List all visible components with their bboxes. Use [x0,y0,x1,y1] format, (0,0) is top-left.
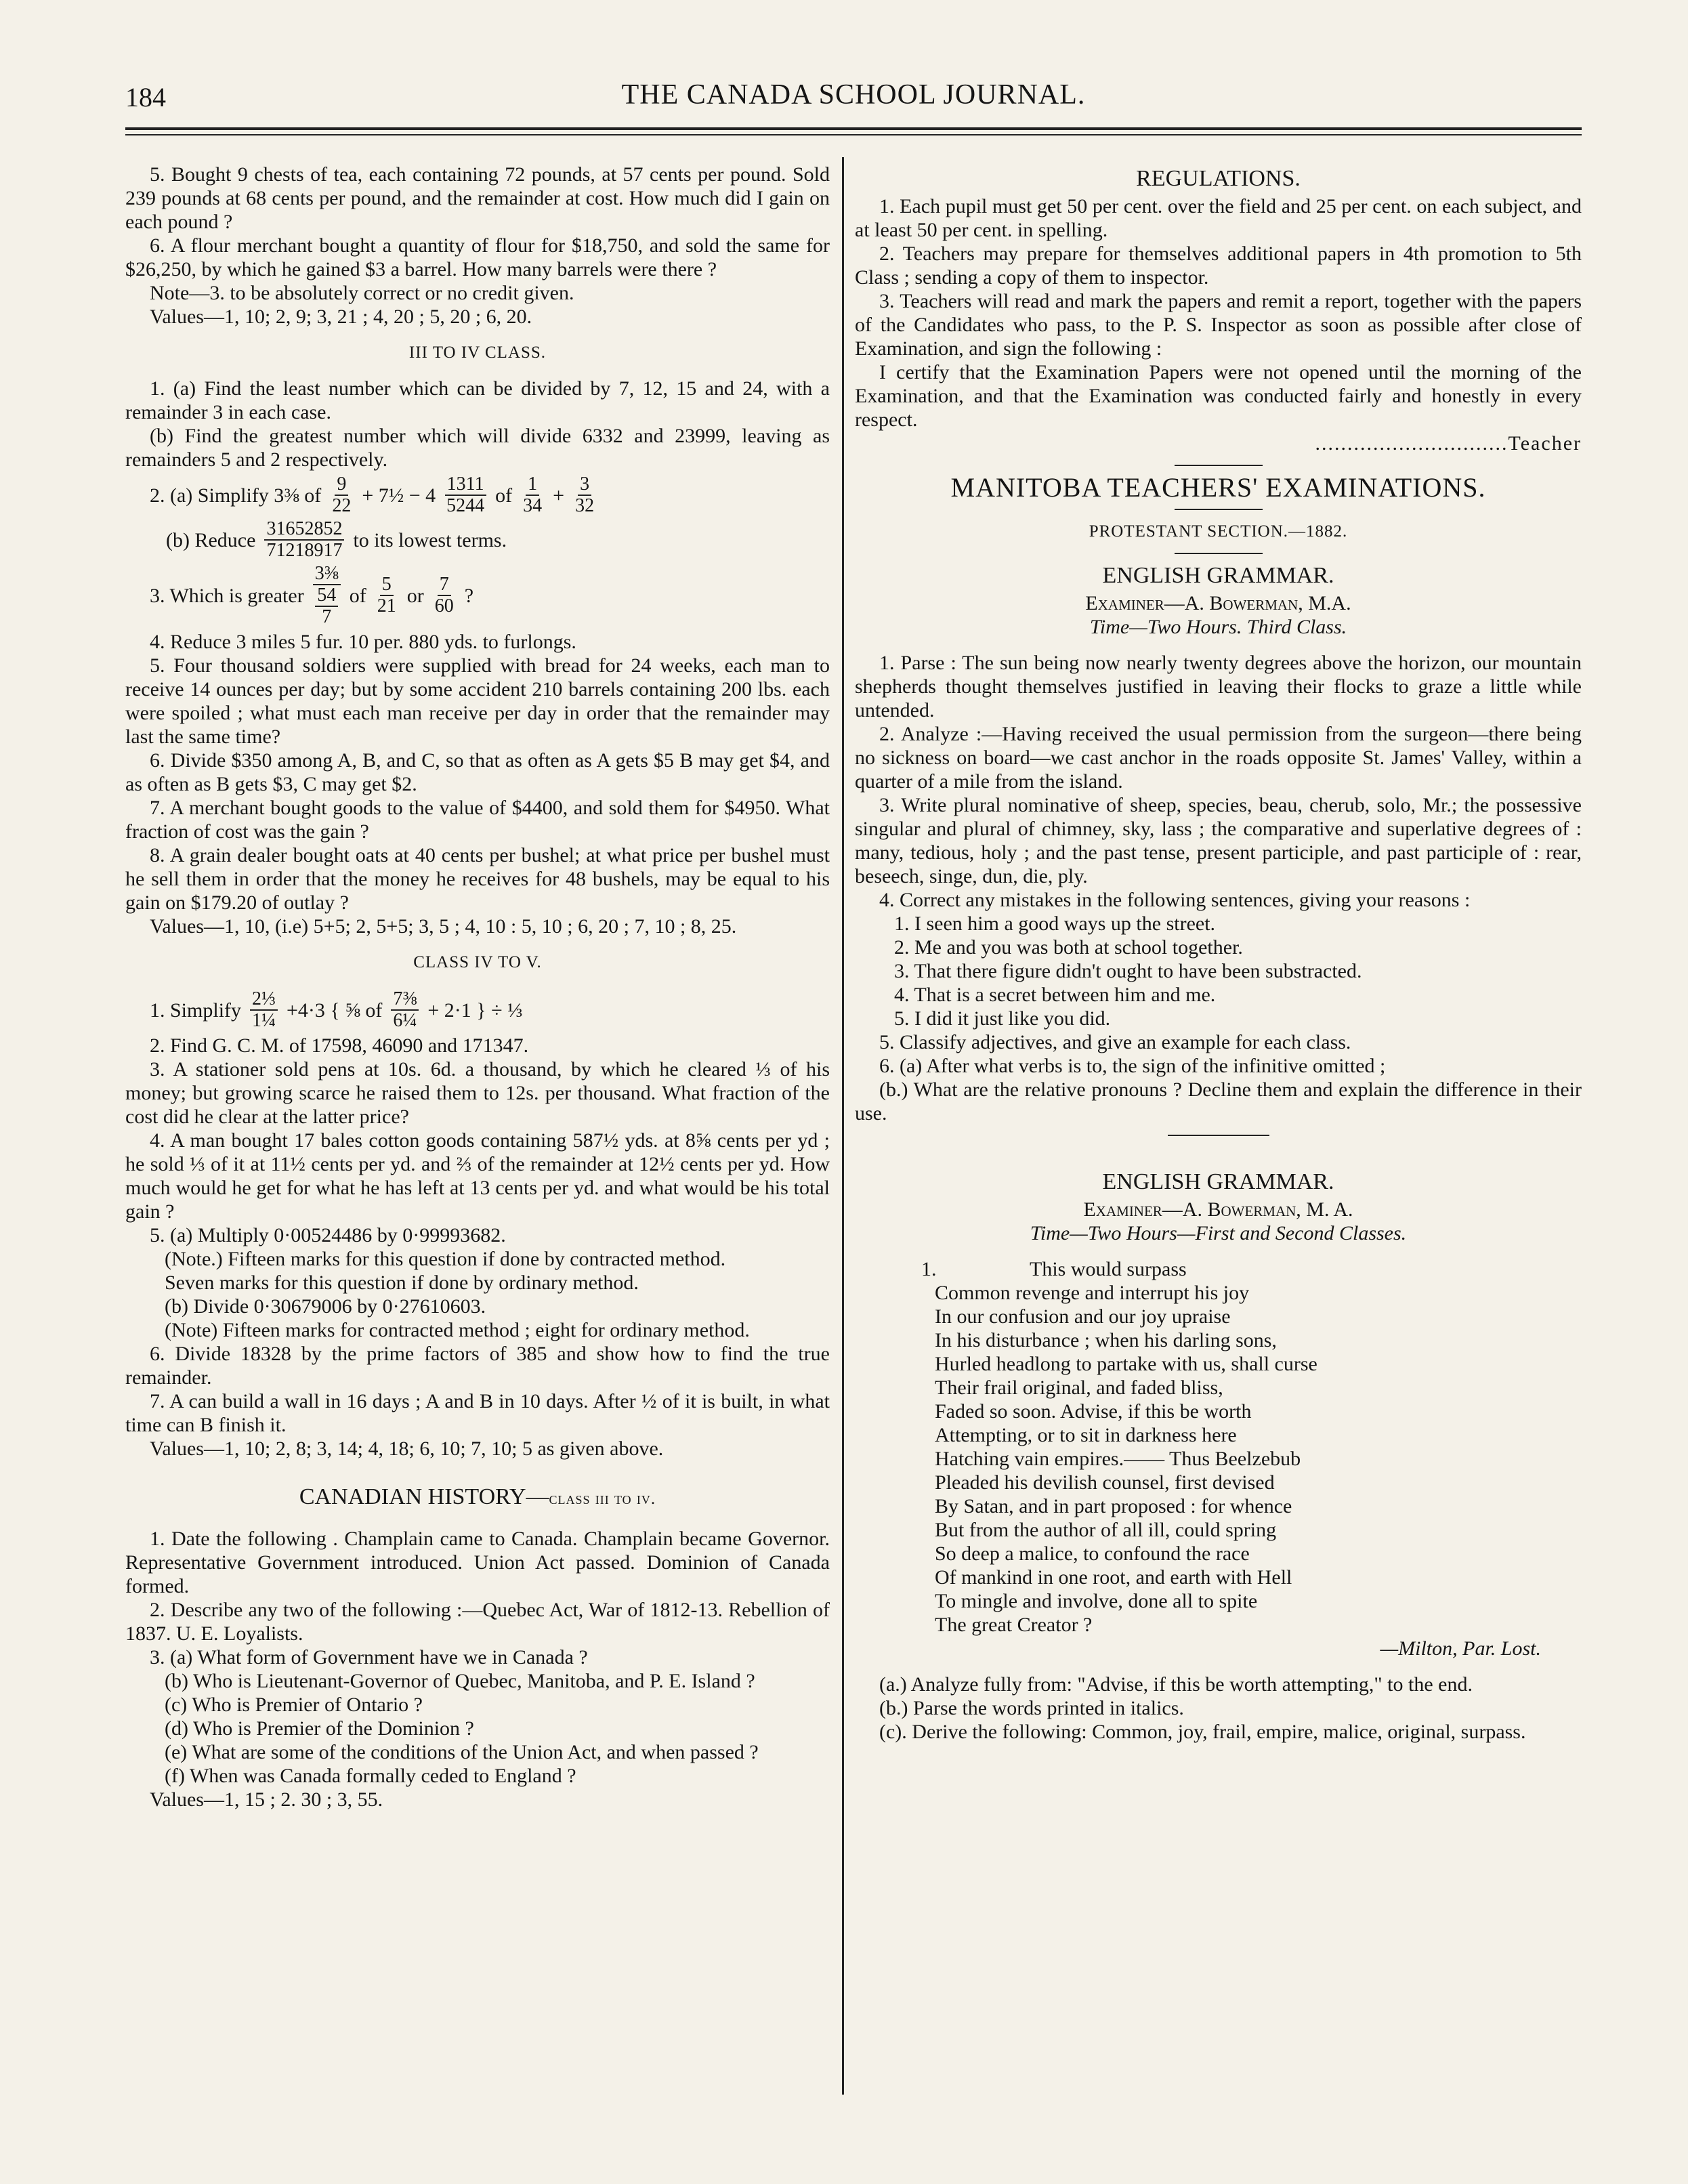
question: 3. Write plural nominative of sheep, species, beau, cherub, solo, Mr.; the possessive singular and plural of chimney, sky, lass ; the comparative and superlative degrees of : many, tedious, holy ; and the past tense, present participle, and past participle of : rear, beseech, singe, dun, die, ply. [855,794,1582,887]
question: (f) When was Canada formally ceded to England ? [165,1765,576,1787]
values: Values—1, 10; 2, 8; 3, 14; 4, 18; 6, 10; 7, 10; 5 as given above. [150,1437,664,1460]
poem-excerpt [855,1257,1582,1637]
subheading: PROTESTANT SECTION.—1882. [1089,522,1348,541]
poem-line: Faded so soon. Advise, if this be worth [935,1400,1252,1423]
question: 6. Divide 18328 by the prime factors of 385 and show how to find the true remainder. [125,1343,830,1389]
question: 7. A merchant bought goods to the value of $4400, and sold them for $4950. What fraction of cost was the gain ? [125,797,830,843]
poem-line: This would surpass [1030,1258,1187,1280]
header-rule-thin [125,134,1582,135]
fraction: $\frac{1311}{5244}$ [444,474,486,516]
question: 5. Classify adjectives, and give an example for each class. [879,1031,1351,1053]
question: (b) Divide 0·30679006 by 0·27610603. [165,1295,486,1318]
poem-number: 1. [921,1258,937,1280]
question: (d) Who is Premier of the Dominion ? [165,1717,474,1740]
sentence: 3. That there figure didn't ought to have been substracted. [894,960,1362,982]
question: 5. (a) Multiply 0·00524486 by 0·99993682. [150,1224,506,1246]
poem-line: The great Creator ? [935,1614,1093,1636]
question: 6. Divide $350 among A, B, and C, so that as often as A gets $5 B may get $4, and as often as B gets $3, C may get $2. [125,749,830,795]
values: Values—1, 10; 2, 9; 3, 21 ; 4, 20 ; 5, 20 ; 6, 20. [150,306,532,328]
certificate: I certify that the Examination Papers were not opened until the morning of the Examination, and that the Examination was conducted fairly and honestly in every respect. [855,361,1582,431]
teacher-signature-line: ..............................Teacher [1315,432,1582,455]
question: 3. (a) What form of Government have we in Canada ? [150,1646,588,1668]
section-heading: ENGLISH GRAMMAR. [1102,563,1334,588]
left-column [125,163,830,1811]
fraction: $\frac{3}{32}$ [575,474,595,516]
question: 1. Date the following . Champlain came to Canada. Champlain became Governor. Representative Government introduced. Union Act passed. Dominion of Canada formed. [125,1528,830,1597]
question: 4. Correct any mistakes in the following sentences, giving your reasons : [879,889,1471,911]
fraction: 3⅜ 54 7 [313,564,341,627]
values: Values—1, 15 ; 2. 30 ; 3, 55. [150,1788,383,1811]
question: (b.) What are the relative pronouns ? Decline them and explain the difference in their use. [855,1078,1582,1125]
separator [1175,509,1263,510]
poem-source: —Milton, Par. Lost. [1380,1637,1541,1660]
exam-time: Time—Two Hours—First and Second Classes. [1030,1222,1407,1244]
question: 2. Find G. C. M. of 17598, 46090 and 171347. [150,1034,529,1057]
page-header [125,75,1582,123]
column-divider [842,157,844,2095]
class-heading: III TO IV CLASS. [408,343,547,362]
exam-time: Time—Two Hours. Third Class. [1089,616,1347,638]
note: (Note.) Fifteen marks for this question if done by contracted method. [165,1248,726,1270]
poem-line: Their frail original, and faded bliss, [935,1377,1223,1399]
note: Seven marks for this question if done by ordinary method. [165,1272,639,1294]
math-expression: 2. (a) Simplify 3⅜ of $\frac{9}{22}$ + 7½ − 4 $\frac{1311}{5244}$ of $\frac{1}{34}$ + $\frac{3}{32}$ [125,474,830,516]
question: (a.) Analyze fully from: "Advise, if this be worth attempting," to the end. [879,1673,1473,1696]
section-heading: MANITOBA TEACHERS' EXAMINATIONS. [950,472,1486,503]
examiner: Examiner—A. Bowerman, M.A. [1085,592,1351,614]
separator [1175,553,1263,554]
question: 5. Four thousand soldiers were supplied with bread for 24 weeks, each man to receive 14 ounces per day; but by some accident 210 barrels containing 200 lbs. each were spoiled ; what must each man receive per day in order that the remainder may last the same time? [125,654,830,748]
right-column [855,163,1582,1744]
header-rule [125,127,1582,130]
separator [1175,465,1263,466]
poem-line: Of mankind in one root, and earth with Hell [935,1566,1292,1589]
sentence: 4. That is a secret between him and me. [894,984,1216,1006]
poem-line: In our confusion and our joy upraise [935,1305,1231,1328]
question: (c) Who is Premier of Ontario ? [165,1694,423,1716]
question: 1. Parse : The sun being now nearly twenty degrees above the horizon, our mountain shepherds thought themselves justified in leaving their flocks to graze a little while untended. [855,652,1582,721]
math-expression: 1. Simplify $\frac{\text{2⅓}}{\text{1¼}}$ +4·3 { ⅝ of $\frac{\text{7⅜}}{\text{6¼}}$ + 2·1 } ÷ ⅓ [150,988,523,1031]
question: (c). Derive the following: Common, joy, frail, empire, malice, original, surpass. [879,1721,1526,1743]
question: 4. Reduce 3 miles 5 fur. 10 per. 880 yds. to furlongs. [150,631,576,653]
page-number: 184 [125,82,166,112]
question: 4. A man bought 17 bales cotton goods containing 587½ yds. at 8⅝ cents per yd ; he sold ⅓ of it at 11½ cents per yd. and ⅔ of the remainder at 12½ cents per yd. How much would he get for what he has left at 13 cents per yd. and what would be his total gain ? [125,1129,830,1223]
fraction: $\frac{\text{7⅜}}{\text{6¼}}$ [391,989,419,1031]
regulation: 2. Teachers may prepare for themselves additional papers in 4th promotion to 5th Class ; sending a copy of them to inspector. [855,243,1582,289]
section-heading: REGULATIONS. [1136,166,1301,191]
note: (Note) Fifteen marks for contracted method ; eight for ordinary method. [165,1319,750,1341]
poem-line: Attempting, or to sit in darkness here [935,1424,1237,1446]
question: 3. A stationer sold pens at 10s. 6d. a thousand, by which he cleared ⅓ of his money; but growing scarce he raised them to 12s. per thousand. What fraction of the cost did he clear at the latter price? [125,1058,830,1128]
question: 8. A grain dealer bought oats at 40 cents per bushel; at what price per bushel must he sell them in order that the money he receives for 48 bushels, may be equal to his gain on $179.20 of outlay ? [125,844,830,914]
sentence: 1. I seen him a good ways up the street. [894,912,1216,935]
fraction: $\frac{7}{60}$ [434,574,454,616]
poem-line: By Satan, and in part proposed : for whence [935,1495,1292,1517]
poem-line: In his disturbance ; when his darling sons, [935,1329,1277,1351]
journal-title: THE CANADA SCHOOL JOURNAL. [621,79,1086,110]
question: 5. Bought 9 chests of tea, each containing 72 pounds, at 57 cents per pound. Sold 239 pounds at 68 cents per pound, and the remainder at cost. How much did I gain on each pound ? [125,163,830,233]
fraction: $\frac{\text{2⅓}}{\text{1¼}}$ [250,989,278,1031]
fraction: $\frac{1}{34}$ [523,474,543,516]
math-expression: 3. Which is greater 3⅜ 54 7 of $\frac{5}{21}$ or $\frac{7}{60}$ ? [150,563,474,627]
poem-line: Common revenge and interrupt his joy [935,1282,1250,1304]
question: 6. (a) After what verbs is to, the sign of the infinitive omitted ; [879,1055,1386,1077]
poem-line: Pleaded his devilish counsel, first devised [935,1471,1275,1494]
values: Values—1, 10, (i.e) 5+5; 2, 5+5; 3, 5 ; 4, 10 : 5, 10 ; 6, 20 ; 7, 10 ; 8, 25. [150,915,737,938]
section-heading: CANADIAN HISTORY—class iii to iv. [299,1484,656,1509]
section-heading: ENGLISH GRAMMAR. [1102,1169,1334,1194]
poem-line: Hatching vain empires.—— Thus Beelzebub [935,1448,1301,1470]
question: (b.) Parse the words printed in italics. [879,1697,1184,1719]
question: 6. A flour merchant bought a quantity of flour for $18,750, and sold the same for $26,250, by which he gained $3 a barrel. How many barrels were there ? [125,234,830,280]
note: Note—3. to be absolutely correct or no credit given. [150,282,574,304]
question: (b) Who is Lieutenant-Governor of Quebec, Manitoba, and P. E. Island ? [165,1670,755,1692]
question: 7. A can build a wall in 16 days ; A and B in 10 days. After ½ of it is built, in what time can B finish it. [125,1390,830,1436]
poem-line: So deep a malice, to confound the race [935,1542,1250,1565]
math-expression: (b) Reduce $\frac{31652852}{71218917}$ to its lowest terms. [166,518,507,561]
fraction: $\frac{31652852}{71218917}$ [264,519,344,561]
fraction: $\frac{5}{21}$ [377,574,396,616]
question: 2. Analyze :—Having received the usual permission from the surgeon—there being no sickness on board—we cast anchor in the roads opposite St. James' Valley, within a quarter of a mile from the island. [855,723,1582,793]
poem-line: But from the author of all ill, could spring [935,1519,1277,1541]
poem-line: To mingle and involve, done all to spite [935,1590,1258,1612]
question: 2. Describe any two of the following :—Quebec Act, War of 1812-13. Rebellion of 1837. U. E. Loyalists. [125,1599,830,1645]
sentence: 2. Me and you was both at school together. [894,936,1243,959]
question: (e) What are some of the conditions of the Union Act, and when passed ? [165,1741,759,1763]
question: (b) Find the greatest number which will divide 6332 and 23999, leaving as remainders 5 and 2 respectively. [125,425,830,471]
separator [1168,1135,1269,1136]
regulation: 1. Each pupil must get 50 per cent. over the field and 25 per cent. on each subject, and at least 50 per cent. in spelling. [855,195,1582,241]
sentence: 5. I did it just like you did. [894,1007,1111,1030]
poem-line: Hurled headlong to partake with us, shall curse [935,1353,1317,1375]
fraction: $\frac{9}{22}$ [332,474,352,516]
examiner: Examiner—A. Bowerman, M. A. [1083,1198,1353,1221]
class-heading: CLASS IV TO V. [413,953,542,971]
regulation: 3. Teachers will read and mark the papers and remit a report, together with the papers of the Candidates who pass, to the P. S. Inspector as soon as possible after close of Examination, and sign the following : [855,290,1582,360]
question: 1. (a) Find the least number which can be divided by 7, 12, 15 and 24, with a remainder 3 in each case. [125,377,830,423]
